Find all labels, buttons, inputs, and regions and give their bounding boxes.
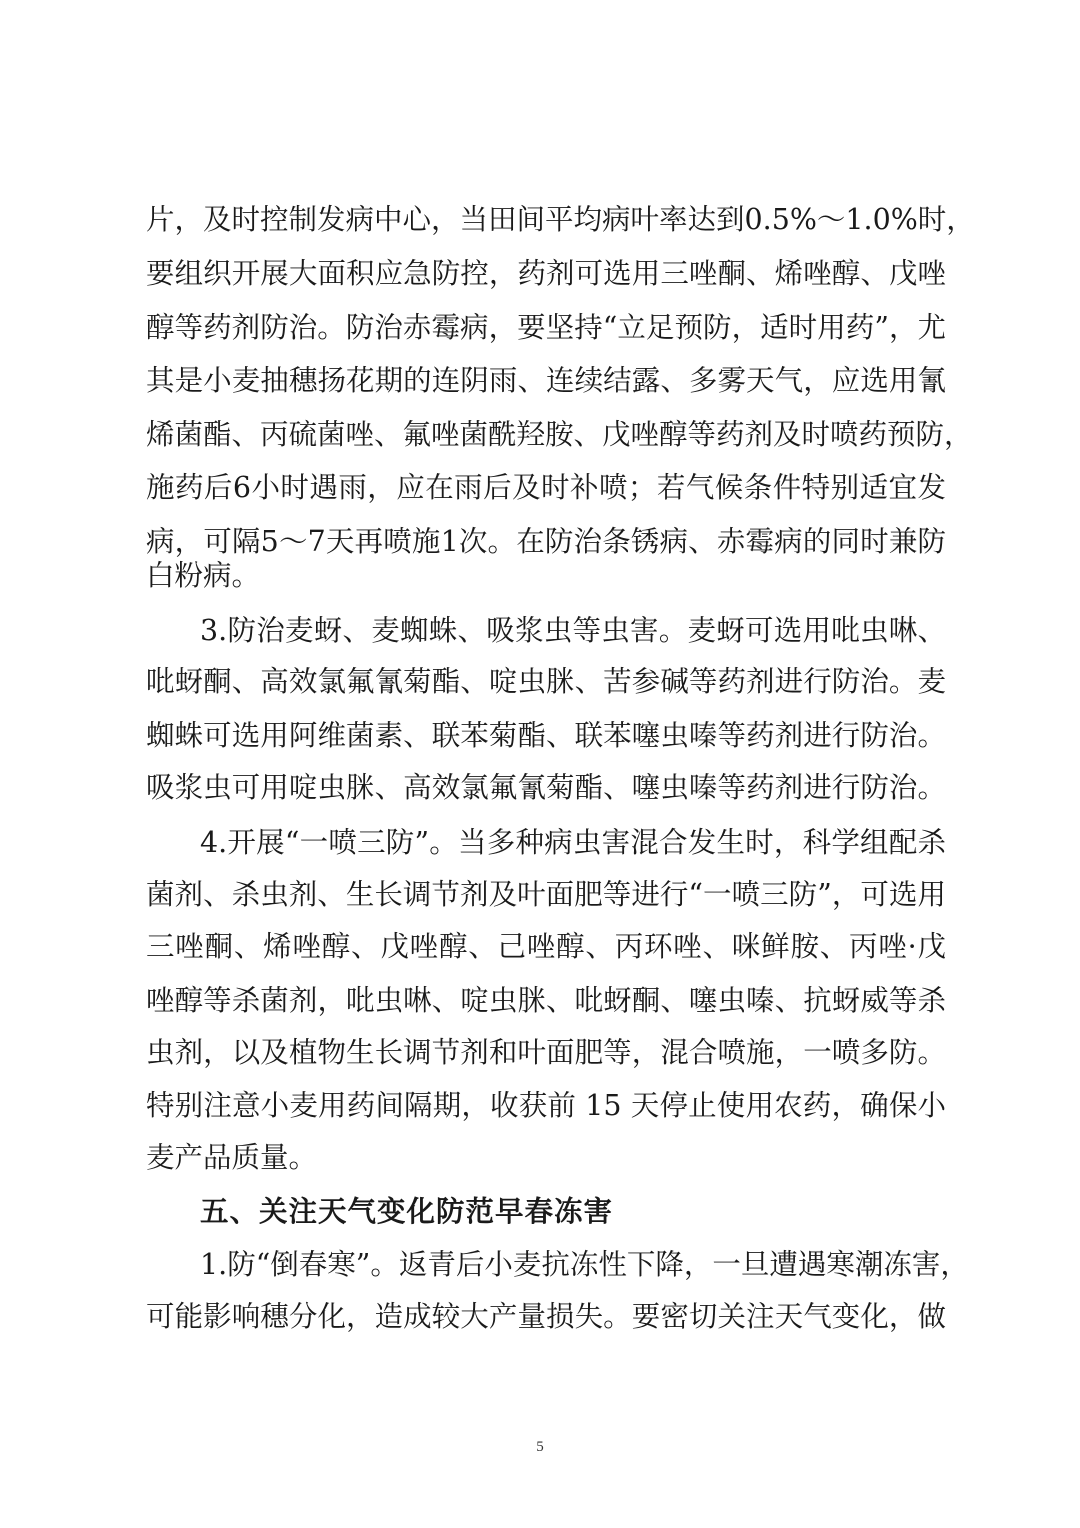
section-heading: 五、关注天气变化防范早春冻害 [200, 1195, 614, 1228]
paragraph-line: 烯菌酯、丙硫菌唑、氟唑菌酰羟胺、戊唑醇等药剂及时喷药预防， [146, 418, 973, 451]
paragraph-line: 片，及时控制发病中心，当田间平均病叶率达到0.5%～1.0%时， [146, 203, 975, 236]
paragraph-line: 唑醇等杀菌剂，吡虫啉、啶虫脒、吡蚜酮、噻虫嗪、抗蚜威等杀 [146, 984, 946, 1017]
paragraph-line: 蜘蛛可选用阿维菌素、联苯菊酯、联苯噻虫嗪等药剂进行防治。 [146, 719, 946, 752]
paragraph-line: 麦产品质量。 [146, 1141, 318, 1174]
paragraph-line: 醇等药剂防治。防治赤霉病，要坚持“立足预防，适时用药”，尤 [146, 311, 946, 344]
paragraph-line: 1.防“倒春寒”。返青后小麦抗冻性下降，一旦遭遇寒潮冻害， [200, 1248, 969, 1281]
page-number: 5 [536, 1439, 544, 1455]
paragraph-line: 病，可隔5～7天再喷施1次。在防治条锈病、赤霉病的同时兼防 [146, 525, 946, 558]
paragraph-line: 4.开展“一喷三防”。当多种病虫害混合发生时，科学组配杀 [200, 826, 946, 859]
paragraph-line: 吸浆虫可用啶虫脒、高效氯氟氰菊酯、噻虫嗪等药剂进行防治。 [146, 771, 946, 804]
paragraph-line: 施药后6小时遇雨，应在雨后及时补喷；若气候条件特别适宜发 [146, 471, 946, 504]
paragraph-line: 虫剂，以及植物生长调节剂和叶面肥等，混合喷施，一喷多防。 [146, 1036, 946, 1069]
paragraph-line: 菌剂、杀虫剂、生长调节剂及叶面肥等进行“一喷三防”，可选用 [146, 878, 946, 911]
paragraph-line: 其是小麦抽穗扬花期的连阴雨、连续结露、多雾天气，应选用氰 [146, 364, 946, 397]
paragraph-line: 3.防治麦蚜、麦蜘蛛、吸浆虫等虫害。麦蚜可选用吡虫啉、 [200, 614, 946, 647]
paragraph-line: 吡蚜酮、高效氯氟氰菊酯、啶虫脒、苦参碱等药剂进行防治。麦 [146, 665, 946, 698]
paragraph-line: 三唑酮、烯唑醇、戊唑醇、己唑醇、丙环唑、咪鲜胺、丙唑·戊 [146, 930, 946, 963]
paragraph-line: 特别注意小麦用药间隔期，收获前 15 天停止使用农药，确保小 [146, 1089, 946, 1122]
paragraph-line: 白粉病。 [146, 559, 261, 592]
paragraph-line: 可能影响穗分化，造成较大产量损失。要密切关注天气变化，做 [146, 1300, 946, 1333]
paragraph-line: 要组织开展大面积应急防控，药剂可选用三唑酮、烯唑醇、戊唑 [146, 257, 946, 290]
